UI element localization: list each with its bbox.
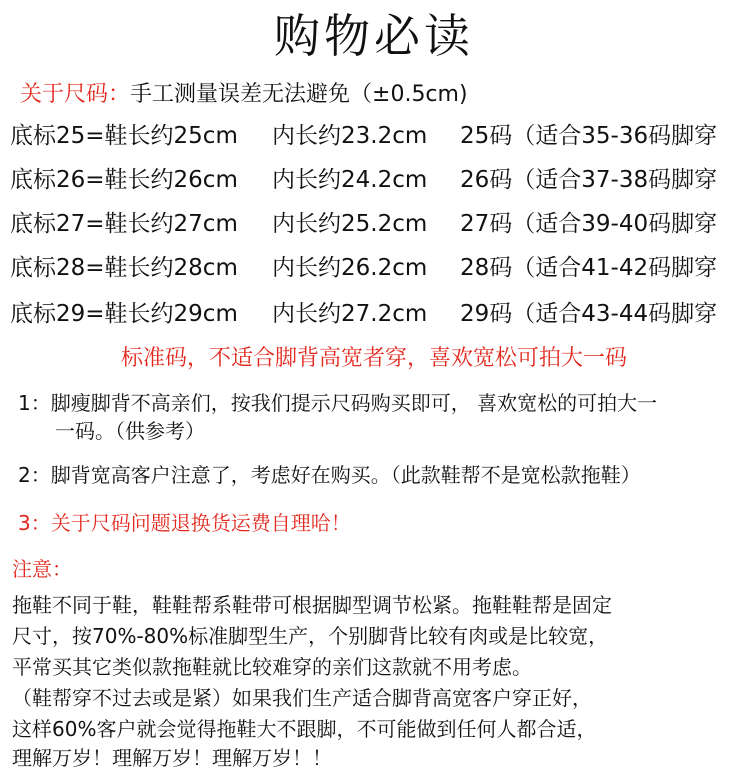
fit-size: 29码（适合43-44码脚穿: [460, 301, 718, 327]
attention-line: （鞋帮穿不过去或是紧）如果我们生产适合脚背高宽客户穿正好，: [12, 686, 592, 710]
sizing-label: 关于尺码：: [20, 82, 131, 107]
page-title: 购物必读: [274, 9, 474, 63]
inner-length: 内长约25.2cm: [272, 211, 428, 237]
inner-length: 内长约27.2cm: [272, 301, 428, 327]
attention-line: 这样60%客户就会觉得拖鞋大不跟脚，不可能做到任何人都合适，: [12, 717, 597, 741]
outsole-size: 底标28=鞋长约28cm: [10, 255, 238, 281]
attention-label: 注意：: [12, 557, 72, 581]
inner-length: 内长约24.2cm: [272, 167, 428, 193]
fit-size: 28码（适合41-42码脚穿: [460, 255, 718, 281]
tip-3: 3：关于尺码问题退换货运费自理哈！: [18, 511, 351, 535]
attention-line: 尺寸，按70%-80%标准脚型生产，个别脚背比较有肉或是比较宽，: [12, 624, 609, 648]
outsole-size: 底标26=鞋长约26cm: [10, 167, 238, 193]
size-warning: 标准码，不适合脚背高宽者穿，喜欢宽松可拍大一码: [120, 346, 627, 371]
outsole-size: 底标29=鞋长约29cm: [10, 301, 238, 327]
attention-line: 拖鞋不同于鞋，鞋鞋帮系鞋带可根据脚型调节松紧。拖鞋鞋帮是固定: [12, 593, 612, 617]
attention-line: 理解万岁！理解万岁！理解万岁！！: [12, 746, 332, 770]
inner-length: 内长约26.2cm: [272, 255, 428, 281]
attention-line: 平常买其它类似款拖鞋就比较难穿的亲们这款就不用考虑。: [12, 655, 532, 679]
tip-1-continued: 一码。（供参考）: [55, 419, 205, 443]
outsole-size: 底标27=鞋长约27cm: [10, 211, 238, 237]
inner-length: 内长约23.2cm: [272, 123, 428, 149]
fit-size: 25码（适合35-36码脚穿: [460, 123, 718, 149]
outsole-size: 底标25=鞋长约25cm: [10, 123, 238, 149]
sizing-note: [20, 80, 468, 110]
tip-2: 2：脚背宽高客户注意了，考虑好在购买。（此款鞋帮不是宽松款拖鞋）: [18, 463, 641, 487]
tip-1: 1：脚瘦脚背不高亲们，按我们提示尺码购买即可， 喜欢宽松的可拍大一: [18, 391, 658, 415]
fit-size: 26码（适合37-38码脚穿: [460, 167, 718, 193]
sizing-text: 手工测量误差无法避免（±0.5cm): [130, 82, 468, 107]
fit-size: 27码（适合39-40码脚穿: [460, 211, 718, 237]
